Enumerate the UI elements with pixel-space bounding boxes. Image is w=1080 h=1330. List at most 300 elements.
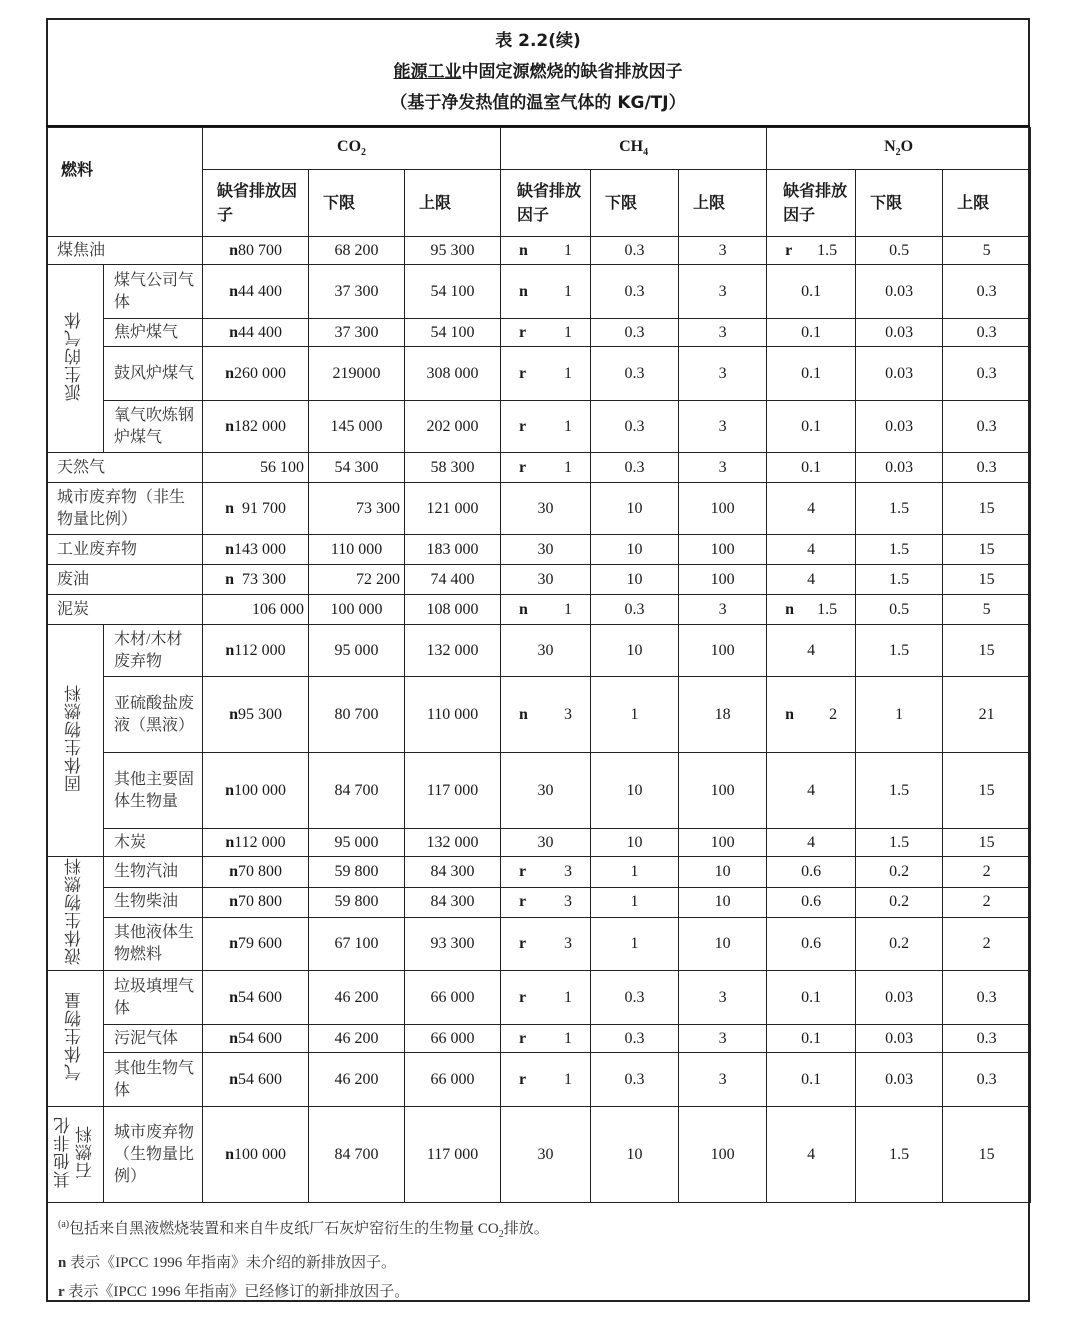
ch4-upper-cell (679, 625, 767, 677)
ch4-lower-cell (591, 1025, 679, 1053)
n2o-lower-value: 0.2 (889, 893, 910, 911)
ch4-lower-value: 10 (626, 781, 643, 799)
ch4-upper-value: 100 (710, 499, 735, 517)
n2o-flag: n (785, 600, 794, 618)
ch4-default-cell (501, 401, 591, 453)
co2-lower-cell (309, 535, 405, 565)
ch4-default-wrap (505, 242, 586, 260)
co2-lower-cell (309, 565, 405, 595)
ch4-lower-value: 1 (630, 862, 639, 880)
co2-default-cell (203, 1025, 309, 1053)
n2o-default-value: 4 (807, 833, 816, 851)
ch4-default-value: 1 (564, 241, 573, 259)
co2-upper-cell (405, 887, 501, 918)
co2-default-value: 100 000 (233, 1145, 286, 1163)
co2-lower-cell (309, 857, 405, 888)
ch4-lower-value: 0.3 (624, 1070, 645, 1088)
co2-default-cell (203, 1107, 309, 1203)
header-ch4 (501, 128, 767, 170)
ch4-lower-value: 0.3 (624, 364, 645, 382)
co2-upper-value: 95 300 (430, 241, 475, 259)
n2o-upper-value: 0.3 (976, 364, 997, 382)
table-title-underlined: 能源工业 (393, 62, 462, 82)
n2o-default-value: 0.1 (801, 1029, 822, 1047)
co2-default-cell (203, 483, 309, 535)
table-row (47, 625, 1031, 677)
table-row (47, 1025, 1031, 1053)
co2-upper-cell (405, 453, 501, 483)
ch4-upper-cell (679, 1053, 767, 1107)
n2o-upper-cell (943, 1025, 1031, 1053)
co2-default-value: 112 000 (234, 833, 286, 851)
co2-upper-value: 132 000 (426, 833, 479, 851)
n2o-lower-value: 0.03 (885, 1029, 914, 1047)
ch4-lower-value: 1 (630, 893, 639, 911)
ch4-default-cell (501, 625, 591, 677)
table-row (47, 483, 1031, 535)
n2o-lower-value: 0.03 (885, 458, 914, 476)
co2-flag: n (229, 1070, 238, 1088)
fuel-name-cell (47, 483, 203, 535)
fuel-name-cell (104, 265, 203, 319)
n2o-lower-cell (856, 1107, 943, 1203)
ch4-lower-cell (591, 535, 679, 565)
co2-default-value: 54 600 (237, 1070, 282, 1088)
n2o-upper-value: 0.3 (976, 988, 997, 1006)
ch4-upper-value: 100 (710, 570, 735, 588)
ch4-lower-cell (591, 857, 679, 888)
co2-default-value: 112 000 (234, 641, 286, 659)
co2-default-cell (203, 677, 309, 753)
ch4-upper-value: 10 (714, 862, 731, 880)
group-label-cell (47, 971, 104, 1107)
fuel-name-cell (104, 1053, 203, 1107)
fuel-name-cell (47, 535, 203, 565)
n2o-lower-cell (856, 401, 943, 453)
co2-flag: n (229, 282, 238, 300)
fuel-name: 污泥气体 (114, 1029, 179, 1047)
co2-upper-value: 132 000 (426, 641, 479, 659)
note-n-text: 表示《IPCC 1996 年指南》未介绍的新排放因子。 (66, 1255, 396, 1271)
note-a-sub: 2 (498, 1229, 504, 1240)
ch4-default-cell (501, 918, 591, 971)
co2-flag: n (229, 893, 238, 911)
group-label: 气体生物量 (65, 991, 84, 1081)
n2o-lower-value: 0.03 (885, 1070, 914, 1088)
n2o-default-value: 1.5 (817, 600, 838, 618)
ch4-default-cell (501, 265, 591, 319)
fuel-name: 工业废弃物 (57, 540, 138, 558)
n2o-default-value: 1.5 (817, 241, 838, 259)
ch4-default-value: 1 (564, 1070, 573, 1088)
note-r-text: 表示《IPCC 1996 年指南》已经修订的新排放因子。 (64, 1284, 410, 1300)
co2-flag: n (225, 1145, 234, 1163)
co2-lower-cell (309, 677, 405, 753)
ch4-lower-value: 0.3 (624, 458, 645, 476)
n2o-default-value: 4 (807, 641, 816, 659)
ch4-upper-cell (679, 483, 767, 535)
n2o-upper-cell (943, 347, 1031, 401)
co2-upper-value: 54 100 (430, 282, 475, 300)
table-row (47, 535, 1031, 565)
co2-lower-value: 59 800 (334, 862, 379, 880)
ch4-default-value: 1 (564, 282, 573, 300)
ch4-lower-value: 0.3 (624, 323, 645, 341)
n2o-default-cell (767, 453, 856, 483)
header-fuel-label: 燃料 (61, 160, 94, 179)
co2-flag: n (229, 705, 238, 723)
table-row (47, 237, 1031, 265)
co2-upper-value: 93 300 (430, 935, 475, 953)
table-row (47, 319, 1031, 347)
ch4-upper-cell (679, 453, 767, 483)
ch4-upper-cell (679, 971, 767, 1025)
co2-default-cell (203, 857, 309, 888)
table-title-block (46, 18, 1030, 127)
ch4-lower-cell (591, 265, 679, 319)
co2-default-cell (203, 453, 309, 483)
ch4-upper-cell (679, 829, 767, 857)
co2-default-value: 70 800 (237, 893, 282, 911)
n2o-upper-value: 21 (978, 705, 995, 723)
ch4-default-cell (501, 971, 591, 1025)
ch4-upper-value: 3 (718, 1070, 727, 1088)
co2-upper-value: 117 000 (426, 1145, 479, 1163)
n2o-upper-value: 15 (978, 540, 995, 558)
ch4-lower-cell (591, 483, 679, 535)
co2-default-cell (203, 595, 309, 625)
ch4-default-wrap (505, 459, 586, 477)
ch4-lower-cell (591, 453, 679, 483)
co2-upper-value: 84 300 (430, 862, 475, 880)
n2o-upper-value: 0.3 (976, 458, 997, 476)
n2o-lower-cell (856, 857, 943, 888)
ch4-upper-value: 3 (718, 1029, 727, 1047)
table-row (47, 401, 1031, 453)
n2o-upper-value: 15 (978, 641, 995, 659)
n2o-upper-value: 5 (982, 600, 991, 618)
ch4-lower-value: 10 (626, 540, 643, 558)
n2o-default-value: 0.6 (801, 862, 822, 880)
fuel-name-cell (104, 753, 203, 829)
ch4-flag: n (519, 241, 528, 259)
n2o-default-cell (767, 857, 856, 888)
n2o-upper-value: 0.3 (976, 323, 997, 341)
n2o-lower-value: 1.5 (889, 499, 910, 517)
n2o-upper-cell (943, 565, 1031, 595)
fuel-name-cell (104, 401, 203, 453)
n2o-upper-value: 0.3 (976, 1070, 997, 1088)
ch4-default-value: 30 (537, 499, 554, 517)
co2-default-value: 95 300 (237, 705, 282, 723)
co2-upper-value: 308 000 (426, 364, 479, 382)
fuel-name: 垃圾填埋气体 (114, 977, 195, 1017)
n2o-default-value: 0.1 (801, 458, 822, 476)
ch4-default-wrap (505, 1030, 586, 1048)
n2o-upper-value: 15 (978, 781, 995, 799)
ch4-default-wrap (505, 365, 586, 383)
n2o-default-cell (767, 1107, 856, 1203)
n2o-upper-value: 15 (978, 1145, 995, 1163)
n2o-lower-cell (856, 265, 943, 319)
co2-default-cell (203, 829, 309, 857)
gas-co2-base: CO (337, 138, 362, 156)
table-row (47, 347, 1031, 401)
co2-upper-value: 74 400 (430, 570, 475, 588)
fuel-name: 天然气 (57, 458, 106, 476)
ch4-flag: r (519, 417, 527, 435)
ch4-flag: r (519, 364, 527, 382)
fuel-name: 亚硫酸盐废液（黑液） (114, 694, 195, 734)
table-row (47, 265, 1031, 319)
table-subtitle: （基于净发热值的温室气体的 KG/TJ） (390, 93, 686, 113)
co2-flag: n (229, 1029, 238, 1047)
co2-lower-value: 46 200 (334, 988, 379, 1006)
ch4-upper-value: 100 (710, 641, 735, 659)
ch4-upper-cell (679, 677, 767, 753)
n2o-upper-cell (943, 918, 1031, 971)
co2-lower-cell (309, 753, 405, 829)
fuel-name: 其他主要固体生物量 (114, 770, 195, 810)
n2o-lower-value: 1.5 (889, 641, 910, 659)
co2-lower-cell (309, 918, 405, 971)
ch4-lower-cell (591, 829, 679, 857)
group-label-cell (47, 1107, 104, 1203)
co2-lower-cell (309, 625, 405, 677)
n2o-default-value: 0.1 (801, 417, 822, 435)
ch4-upper-value: 3 (718, 323, 727, 341)
n2o-upper-value: 2 (982, 893, 991, 911)
fuel-name-cell (104, 625, 203, 677)
co2-upper-cell (405, 319, 501, 347)
co2-lower-value: 46 200 (334, 1070, 379, 1088)
table-row (47, 887, 1031, 918)
co2-lower-cell (309, 483, 405, 535)
co2-default-cell (203, 401, 309, 453)
group-label: 其他非化石燃料 (54, 1116, 95, 1188)
co2-default-cell (203, 625, 309, 677)
n2o-lower-value: 0.03 (885, 323, 914, 341)
n2o-lower-value: 1 (895, 705, 904, 723)
n2o-lower-cell (856, 535, 943, 565)
co2-upper-cell (405, 677, 501, 753)
ch4-upper-cell (679, 237, 767, 265)
ch4-default-value: 1 (564, 1029, 573, 1047)
ch4-upper-value: 3 (718, 282, 727, 300)
co2-lower-value: 37 300 (334, 323, 379, 341)
co2-default-cell (203, 347, 309, 401)
n2o-default-wrap (771, 242, 851, 260)
n2o-lower-value: 0.03 (885, 988, 914, 1006)
co2-flag: n (225, 641, 235, 659)
ch4-default-value: 30 (537, 540, 554, 558)
ch4-lower-cell (591, 1107, 679, 1203)
n2o-lower-cell (856, 237, 943, 265)
ch4-default-value: 3 (564, 935, 573, 953)
ch4-default-cell (501, 535, 591, 565)
co2-upper-cell (405, 535, 501, 565)
co2-lower-value: 110 000 (330, 540, 383, 558)
ch4-flag: r (519, 862, 527, 880)
fuel-name-cell (104, 887, 203, 918)
co2-default-cell (203, 265, 309, 319)
n2o-upper-value: 15 (978, 570, 995, 588)
co2-lower-value: 80 700 (334, 705, 379, 723)
fuel-name-cell (47, 595, 203, 625)
co2-upper-value: 117 000 (426, 781, 479, 799)
co2-lower-cell (309, 1053, 405, 1107)
n2o-default-cell (767, 347, 856, 401)
co2-default-value: 44 400 (237, 323, 282, 341)
fuel-name-cell (104, 857, 203, 888)
co2-upper-cell (405, 1053, 501, 1107)
ch4-lower-value: 0.3 (624, 282, 645, 300)
co2-flag: n (229, 935, 238, 953)
n2o-lower-value: 0.5 (889, 241, 910, 259)
table-row (47, 918, 1031, 971)
n2o-upper-cell (943, 535, 1031, 565)
co2-lower-cell (309, 453, 405, 483)
ch4-default-wrap (505, 706, 586, 724)
n2o-upper-cell (943, 1107, 1031, 1203)
ch4-default-cell (501, 595, 591, 625)
n2o-lower-cell (856, 595, 943, 625)
co2-flag: n (229, 241, 238, 259)
ch4-upper-cell (679, 753, 767, 829)
n2o-default-value: 0.1 (801, 282, 822, 300)
ch4-upper-value: 100 (710, 1145, 735, 1163)
n2o-default-cell (767, 265, 856, 319)
fuel-name: 木炭 (114, 833, 147, 851)
fuel-name: 泥炭 (57, 600, 90, 618)
co2-upper-value: 66 000 (430, 988, 475, 1006)
co2-upper-cell (405, 753, 501, 829)
n2o-lower-cell (856, 753, 943, 829)
n2o-default-value: 0.1 (801, 1070, 822, 1088)
co2-default-value: 91 700 (241, 499, 286, 517)
ch4-lower-cell (591, 1053, 679, 1107)
ch4-default-cell (501, 677, 591, 753)
table-title-rest: 中固定源燃烧的缺省排放因子 (461, 62, 683, 82)
co2-upper-cell (405, 265, 501, 319)
co2-upper-value: 66 000 (430, 1029, 475, 1047)
n2o-default-value: 4 (807, 540, 816, 558)
ch4-lower-cell (591, 918, 679, 971)
ch4-lower-value: 10 (626, 833, 643, 851)
n2o-default-value: 0.6 (801, 893, 822, 911)
ch4-default-wrap (505, 601, 586, 619)
co2-default-cell (203, 237, 309, 265)
co2-upper-value: 110 000 (426, 705, 479, 723)
table-row (47, 1053, 1031, 1107)
n2o-lower-cell (856, 625, 943, 677)
co2-upper-value: 108 000 (426, 600, 479, 618)
ch4-lower-cell (591, 401, 679, 453)
ch4-upper-value: 100 (710, 781, 735, 799)
ch4-lower-value: 10 (626, 499, 643, 517)
n2o-lower-value: 1.5 (889, 570, 910, 588)
gas-n2o-sub: 2 (895, 147, 901, 159)
ch4-lower-value: 10 (626, 1145, 643, 1163)
co2-upper-cell (405, 483, 501, 535)
fuel-name: 城市废弃物（非生物量比例） (57, 488, 186, 528)
ch4-flag: r (519, 988, 527, 1006)
n2o-default-cell (767, 918, 856, 971)
ch4-lower-value: 0.3 (624, 988, 645, 1006)
n2o-upper-cell (943, 677, 1031, 753)
fuel-name: 其他液体生物燃料 (114, 924, 195, 964)
header-fuel (47, 128, 203, 237)
ch4-default-cell (501, 829, 591, 857)
ch4-default-cell (501, 1025, 591, 1053)
n2o-lower-value: 0.03 (885, 364, 914, 382)
n2o-upper-value: 0.3 (976, 417, 997, 435)
co2-upper-value: 84 300 (430, 893, 475, 911)
co2-upper-value: 202 000 (426, 417, 479, 435)
ch4-upper-value: 10 (714, 935, 731, 953)
table-row (47, 453, 1031, 483)
n2o-lower-cell (856, 1053, 943, 1107)
co2-lower-value: 84 700 (334, 1145, 379, 1163)
co2-flag: n (229, 988, 238, 1006)
header-n2o-upper: 上限 (943, 170, 1031, 237)
n2o-upper-value: 5 (982, 241, 991, 259)
ch4-upper-cell (679, 857, 767, 888)
co2-flag: n (225, 499, 234, 517)
ch4-default-value: 3 (564, 705, 573, 723)
ch4-upper-value: 100 (710, 833, 735, 851)
ch4-lower-value: 10 (626, 641, 643, 659)
co2-default-cell (203, 918, 309, 971)
ch4-default-cell (501, 347, 591, 401)
co2-upper-value: 183 000 (426, 540, 479, 558)
ch4-upper-cell (679, 535, 767, 565)
ch4-default-cell (501, 453, 591, 483)
n2o-upper-value: 15 (978, 499, 995, 517)
ch4-default-cell (501, 319, 591, 347)
gas-ch4-sub: 4 (643, 147, 649, 159)
ch4-default-value: 3 (564, 893, 573, 911)
group-label: 液体生物燃料 (65, 857, 84, 965)
ch4-upper-cell (679, 595, 767, 625)
n2o-upper-cell (943, 753, 1031, 829)
ch4-default-value: 1 (564, 417, 573, 435)
ch4-lower-value: 0.3 (624, 241, 645, 259)
co2-default-value: 54 600 (237, 1029, 282, 1047)
fuel-name: 煤气公司气体 (114, 271, 195, 311)
co2-default-value: 70 800 (237, 862, 282, 880)
ch4-flag: n (519, 705, 528, 723)
ch4-upper-value: 100 (710, 540, 735, 558)
ch4-default-cell (501, 237, 591, 265)
ch4-default-cell (501, 1053, 591, 1107)
ch4-flag: r (519, 458, 527, 476)
ch4-lower-value: 0.3 (624, 600, 645, 618)
co2-default-value: 100 000 (233, 781, 286, 799)
group-label: 派生的气体 (65, 311, 84, 401)
note-r (58, 1278, 1018, 1307)
n2o-lower-value: 1.5 (889, 540, 910, 558)
ch4-lower-cell (591, 595, 679, 625)
co2-upper-value: 121 000 (426, 499, 479, 517)
n2o-default-cell (767, 237, 856, 265)
n2o-default-cell (767, 535, 856, 565)
ch4-default-wrap (505, 989, 586, 1007)
fuel-name-cell (104, 1107, 203, 1203)
gas-co2-sub: 2 (361, 147, 367, 159)
co2-lower-value: 59 800 (334, 893, 379, 911)
co2-upper-cell (405, 237, 501, 265)
